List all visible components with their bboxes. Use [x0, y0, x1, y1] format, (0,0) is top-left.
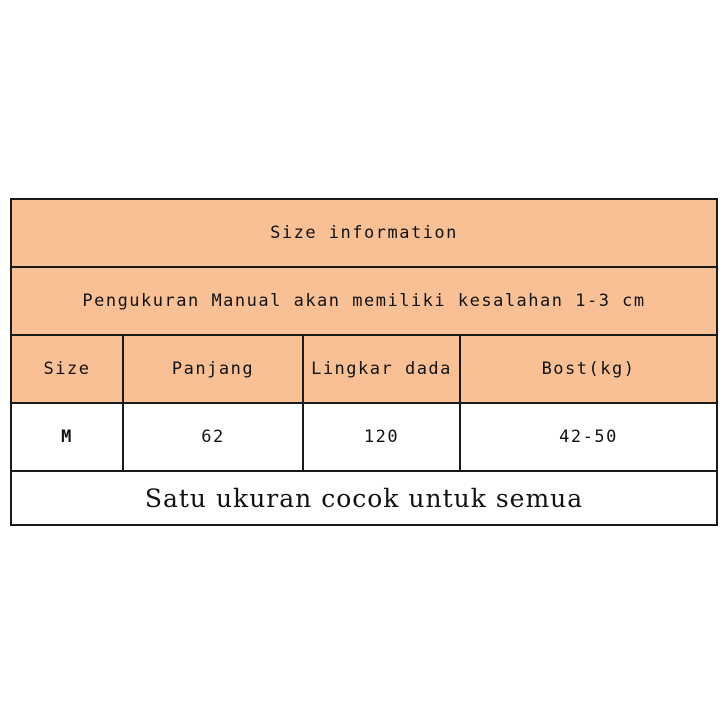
footer-note: Satu ukuran cocok untuk semua [11, 471, 717, 525]
header-panjang: Panjang [123, 335, 303, 403]
cell-panjang: 62 [123, 403, 303, 471]
header-row [11, 335, 717, 403]
cell-size: M [11, 403, 123, 471]
cell-bost: 42-50 [460, 403, 717, 471]
header-bost: Bost(kg) [460, 335, 717, 403]
table-row [11, 403, 717, 471]
table-title: Size information [11, 199, 717, 267]
measurement-note: Pengukuran Manual akan memiliki kesalahan 1-3 cm [11, 267, 717, 335]
footer-row [11, 471, 717, 525]
header-lingkar-dada: Lingkar dada [303, 335, 460, 403]
size-chart-table [10, 198, 718, 526]
header-size: Size [11, 335, 123, 403]
title-row [11, 199, 717, 267]
note-row [11, 267, 717, 335]
cell-lingkar-dada: 120 [303, 403, 460, 471]
